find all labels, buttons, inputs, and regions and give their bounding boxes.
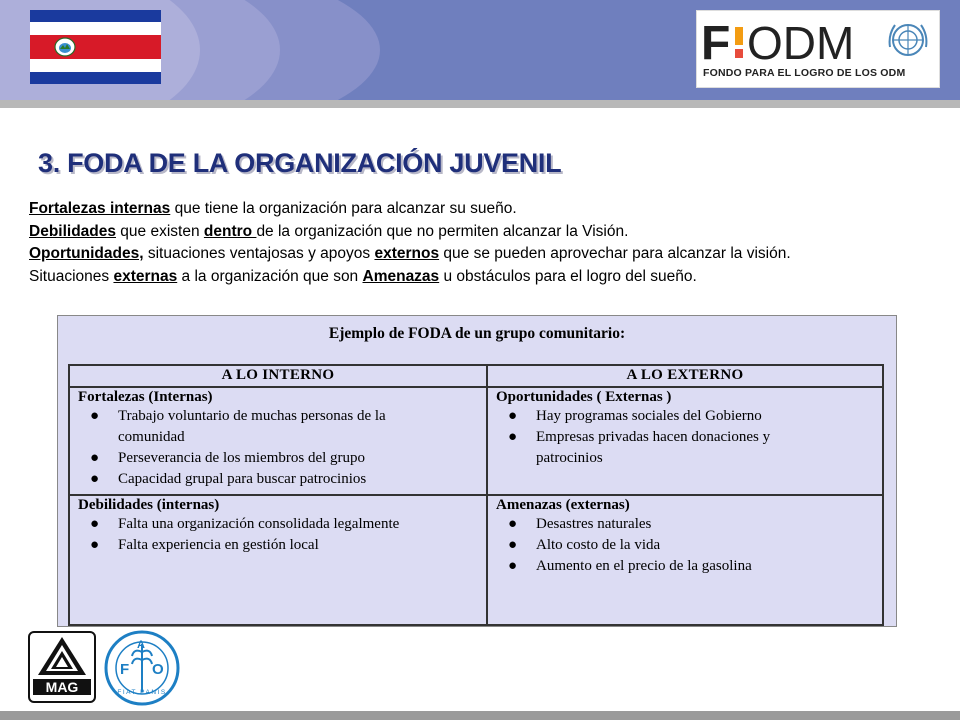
debilidades-heading: Debilidades (internas) (78, 497, 220, 513)
foda-example-table (57, 315, 897, 627)
list-item: ● Aumento en el precio de la gasolina (508, 558, 752, 574)
header-band (0, 0, 960, 100)
fodm-logo (696, 10, 940, 88)
definition-line-oportunidades: Oportunidades, situaciones ventajosas y apoyos externos que se pueden aprovechar para alcanzar la visión. (29, 245, 791, 262)
amenazas-cell (496, 497, 882, 577)
list-item-continuation: patrocinios (536, 450, 603, 466)
definition-line-debilidades: Debilidades que existen dentro de la organización que no permiten alcanzar la Visión. (29, 222, 629, 240)
fao-letter-o: O (152, 661, 164, 678)
list-item: ● Falta una organización consolidada legalmente (90, 516, 400, 532)
fodm-logo-odm: ODM (747, 17, 855, 67)
list-item: ● Empresas privadas hacen donaciones y (508, 429, 771, 445)
un-emblem-icon (885, 17, 931, 63)
list-item: ● Hay programas sociales del Gobierno (508, 408, 762, 424)
list-item-continuation: comunidad (118, 429, 185, 445)
mag-logo-icon (28, 631, 96, 703)
list-item: ● Trabajo voluntario de muchas personas de la (90, 408, 386, 424)
debilidades-cell (78, 497, 482, 556)
list-item: ● Falta experiencia en gestión local (90, 537, 319, 553)
foda-grid (68, 364, 884, 626)
column-header-internal: A LO INTERNO (221, 367, 335, 383)
mag-logo-text: MAG (45, 679, 79, 695)
fortalezas-heading: Fortalezas (Internas) (78, 389, 213, 405)
fao-motto: FIAT PANIS (117, 689, 167, 696)
list-item: ● Desastres naturales (508, 516, 652, 532)
footer-band (0, 711, 960, 720)
column-header-external: A LO EXTERNO (626, 367, 744, 383)
definition-line-fortalezas: Fortalezas internas que tiene la organización para alcanzar su sueño. (29, 200, 517, 217)
fodm-logo-f: F (701, 17, 731, 67)
list-item: ● Alto costo de la vida (508, 537, 661, 553)
oportunidades-cell (496, 389, 882, 469)
fortalezas-cell (78, 389, 482, 490)
oportunidades-heading: Oportunidades ( Externas ) (496, 389, 672, 405)
fao-letter-a: A (137, 639, 145, 651)
amenazas-heading: Amenazas (externas) (496, 497, 630, 513)
fao-logo-icon (104, 630, 180, 706)
costa-rica-flag-icon (30, 10, 161, 84)
header-divider (0, 100, 960, 108)
list-item: ● Capacidad grupal para buscar patrocinios (90, 471, 367, 487)
definition-line-amenazas: Situaciones externas a la organización que son Amenazas u obstáculos para el logro del sueño. (29, 267, 697, 285)
page-title: 3. FODA DE LA ORGANIZACIÓN JUVENIL (38, 148, 562, 178)
fodm-subtitle: FONDO PARA EL LOGRO DE LOS ODM (703, 67, 906, 79)
list-item: ● Perseverancia de los miembros del grupo (90, 450, 366, 466)
definitions-paragraph (29, 198, 949, 288)
foda-table-title: Ejemplo de FODA de un grupo comunitario: (328, 325, 626, 342)
fao-letter-f: F (120, 661, 130, 678)
